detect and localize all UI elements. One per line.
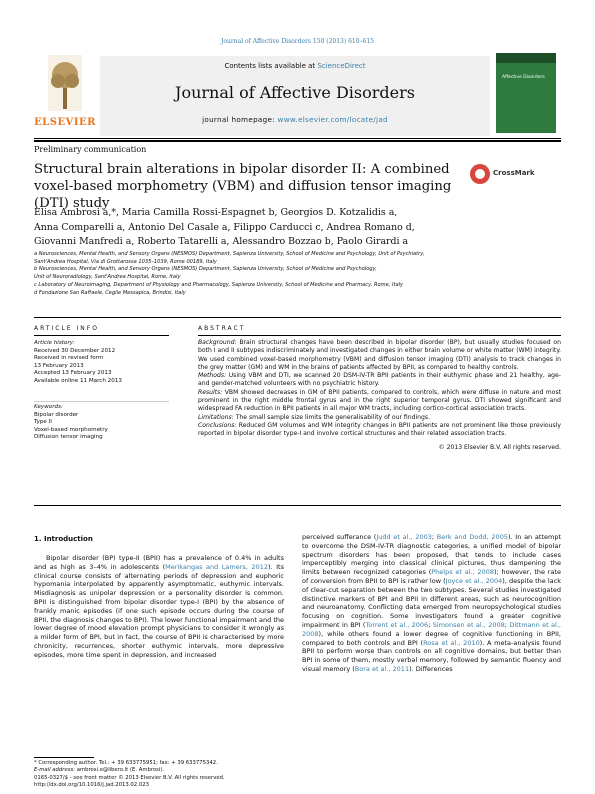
history-line: Received in revised form (34, 355, 104, 362)
header-rule (34, 138, 561, 139)
methods-text: Using VBM and DTI, we scanned 20 DSM-IV-TR BPII patients in their euthymic phase and 21 healthy, age- and gender-matched volunteers with no psychiatric history. (198, 372, 561, 388)
results-label: Results: (198, 388, 223, 396)
body-text: ). In an attempt to overcome the DSM-IV-TR diagnostic categories, a unified model of bipolar spectrum disorders has been proposed, that tends to include cases imperceptibly merging into classical clinical pictures, thus dampening the limits between recognized categories ( (302, 533, 561, 577)
article-info-rule (34, 335, 169, 336)
journal-homepage (100, 115, 490, 124)
copyright: © 2013 Elsevier B.V. All rights reserved. (438, 443, 561, 451)
body-right-column (302, 533, 561, 674)
citation-link[interactable]: Joyce et al., 2004 (445, 576, 503, 585)
email-label: E-mail address: (34, 767, 76, 773)
journal-cover-image (496, 53, 556, 133)
affiliation-line: d Fondazione San Raffaele, Ceglie Messapica, Brindisi, Italy (34, 289, 186, 296)
elsevier-logo (34, 55, 96, 135)
author-line[interactable]: Anna Comparelli a, Antonio Del Casale a, Filippo Carducci c, Andrea Romano d, (34, 221, 415, 233)
doi-link[interactable]: http://dx.doi.org/10.1016/j.jad.2013.02.023 (34, 782, 149, 788)
keywords-label: Keywords: (34, 404, 63, 410)
affiliations (34, 251, 564, 297)
body-text: ). Differences (409, 664, 453, 673)
journal-citation[interactable]: Journal of Affective Disorders 150 (2013) 610–615 (221, 38, 374, 45)
header-rule-thick (34, 140, 561, 142)
footnote-rule (34, 757, 94, 758)
citation-link[interactable]: Rosa et al., 2010 (423, 638, 480, 647)
citation-link[interactable]: Judd et al., 2003 (376, 533, 432, 541)
issn-line: 0165-0327/$ - see front matter © 2013 Elsevier B.V. All rights reserved. (34, 775, 225, 781)
citation-link[interactable]: Simonsen et al., 2008 (432, 620, 505, 629)
crossmark-icon (470, 164, 490, 184)
abstract-end-rule (34, 505, 561, 506)
results-text: VBM showed decreases in GM of BPII patients, compared to controls, which were diffuse in nature and most prominent in the right middle frontal gyrus and in the right superior temporal gyrus. DTI showed significant and widespread FA reduction in BPII patients in all major WM tracts, including cortico-cortical association tracts. (198, 388, 562, 413)
journal-title: Journal of Affective Disorders (175, 83, 415, 102)
publication-info (34, 775, 294, 789)
keyword: Type II (34, 419, 52, 426)
citation-link[interactable]: Bora et al., 2011 (354, 664, 410, 673)
article-history (34, 340, 174, 386)
crossmark-badge[interactable] (470, 164, 560, 186)
body-text: ); however, the rate of conversion from BPII to BPI is rather low ( (302, 568, 561, 585)
sciencedirect-link[interactable]: ScienceDirect (317, 62, 366, 70)
history-line: Accepted 13 February 2013 (34, 370, 112, 377)
author-line[interactable]: Giovanni Manfredi a, Roberto Tatarelli a, Alessandro Bozzao b, Paolo Girardi a (34, 236, 409, 247)
crossmark-label: CrossMark (493, 169, 535, 177)
background-text: Brain structural changes have been described in bipolar disorder (BP), but usually studies focused on both I and II subtypes indiscriminately and investigated changes in either brain volume or white matter (WM) integrity. We used combined voxel-based morphometry (VBM) and diffusion tensor imaging (DTI) analysis to track changes in the grey matter (GM) and WM in the brains of patients affected by BPII, as compared to healthy controls. (198, 339, 561, 371)
body-text: ; (428, 620, 433, 629)
body-left-column (34, 554, 284, 660)
conclusions-text: Reduced GM volumes and WM integrity changes in BPII patients are not prominent like those previously reported in bipolar disorder type-I and involve cortical structures and their related association tracts. (198, 421, 561, 438)
body-paragraph (34, 554, 284, 660)
keyword: Voxel-based morphometry (34, 426, 108, 433)
corresponding-author: * Corresponding author. Tel.: + 39 633775951; fax: + 39 633775342. (34, 760, 218, 766)
keyword: Bipolar disorder (34, 411, 79, 418)
history-line: Received 30 December 2012 (34, 347, 116, 354)
contents-prefix: Contents lists available at (224, 62, 316, 70)
affiliation-line: a Neurosciences, Mental Health, and Sensory Organs (NESMOS) Department, Sapienza University, School of Medicine and Psychology, Unit of Psychiatry, (34, 251, 425, 257)
history-label: Article history: (34, 340, 75, 346)
article-title: Structural brain alterations in bipolar disorder II: A combined voxel-based morphometry (VBM) and diffusion tensor imaging (DTI) study (34, 162, 452, 211)
keywords (34, 404, 174, 442)
methods-label: Methods: (198, 372, 227, 380)
affiliation-line: c Laboratory of Neuroimaging, Department of Physiology and Pharmacology, Sapienza University, School of Medicine and Pharmacy, Rome, Italy (34, 281, 404, 288)
abstract-rule (198, 335, 561, 336)
abstract-results (198, 389, 561, 414)
keyword: Diffusion tensor imaging (34, 434, 103, 441)
author-list (34, 206, 564, 250)
abstract-methods (198, 372, 561, 389)
limitations-text: The small sample size limits the generalisability of our findings. (235, 413, 431, 421)
author-line[interactable]: Elisa Ambrosi a,*, Maria Camilla Rossi-Espagnet b, Georgios D. Kotzalidis a, (34, 207, 398, 218)
history-divider (34, 401, 169, 402)
cover-title: Affective Disorders (502, 75, 545, 80)
body-text: ; (504, 620, 510, 629)
affiliation-line: Sant'Andrea Hospital, Via di Grottarossa 1035–1039, Rome 00189, Italy (34, 258, 217, 265)
citation-link[interactable]: Torrent et al., 2006 (365, 620, 429, 629)
body-text: ). Its clinical course consists of alternating periods of depression and euphoric hypomania interpolated by apparently asymptomatic, euthymic intervals. Misdiagnosis as unipolar depression or a personality disorder is common. BPII is distinguished from bipolar disorder type-I (BPI) by the absence of frankly manic episodes (if one such episode occurs during the course of BPII, the diagnosis changes to BPI). The lower functional impairment and the lower degree of mood elevation prompt physicians to consider it wrongly as a milder form of BPI, but in fact, the course of BPII is characterised by more chronicity, recurrences, shorter euthymic intervals, more depressive episodes, more time spent in depression, and increased (34, 562, 284, 659)
abstract-background (198, 339, 561, 372)
body-text: ). A meta-analysis found BPII to perform worse than controls on all cognitive domains, but better than BPI in some of them, mostly verbal memory, followed by semantic fluency and visual memory ( (302, 638, 561, 673)
citation-link[interactable]: Phelps et al., 2008 (431, 568, 495, 577)
article-info-heading: ARTICLE INFO (34, 325, 99, 332)
publisher-name: ELSEVIER (34, 117, 96, 128)
correspondence-footnote (34, 760, 294, 774)
homepage-link[interactable]: www.elsevier.com/locate/jad (277, 115, 388, 124)
section-type: Preliminary communication (34, 145, 147, 154)
abstract-heading: ABSTRACT (198, 325, 246, 332)
body-paragraph (302, 533, 561, 674)
introduction-heading: 1. Introduction (34, 535, 93, 543)
affiliation-line: Unit of Neuroradiology, Sant'Andrea Hospital, Rome, Italy (34, 274, 181, 281)
citation-link[interactable]: Merikangas and Lamers, 2012 (165, 562, 268, 571)
email-address[interactable]: ambrosi.e@libero.it (E. Ambrosi). (76, 767, 165, 773)
body-text: ; (431, 533, 437, 541)
background-label: Background: (198, 339, 237, 346)
cover-top-band (496, 53, 556, 63)
citation-link[interactable]: Berk and Dodd, 2005 (436, 533, 508, 541)
limitations-label: Limitations: (198, 413, 234, 421)
body-text: perceived sufferance ( (302, 533, 377, 541)
affiliation-line: b Neurosciences, Mental Health, and Sensory Organs (NESMOS) Department, Sapienza University, School of Medicine and Psychology, (34, 266, 377, 273)
body-text: ), despite the lack of clear-cut separation between the two subtypes. Several studies investigated distinctive markers of BPI and BPII in different areas, such as neurocognition and neuroanatomy. Conflicting data emerged from neuropsychological studies focusing on cognition. Some investigators found a greater cognitive impairment in BPI ( (302, 576, 561, 629)
contents-line (100, 62, 490, 70)
history-line: 13 February 2013 (34, 362, 84, 369)
section-rule (34, 317, 561, 318)
citation-link[interactable]: Dittmann et al., 2008 (302, 620, 561, 638)
homepage-prefix: journal homepage: (202, 115, 275, 124)
elsevier-tree-icon (48, 55, 82, 111)
abstract-conclusions (198, 422, 561, 439)
body-text: ), while others found a lower degree of cognitive functioning in BPII, compared to both controls and BPI ( (302, 629, 561, 647)
abstract-body (198, 339, 561, 452)
body-text: Bipolar disorder (BP) type-II (BPII) has a prevalence of 0.4% in adults and as high as 3–4% in adolescents ( (34, 554, 284, 571)
conclusions-label: Conclusions: (198, 421, 237, 429)
history-line: Available online 11 March 2013 (34, 377, 122, 384)
abstract-limitations (198, 414, 561, 422)
